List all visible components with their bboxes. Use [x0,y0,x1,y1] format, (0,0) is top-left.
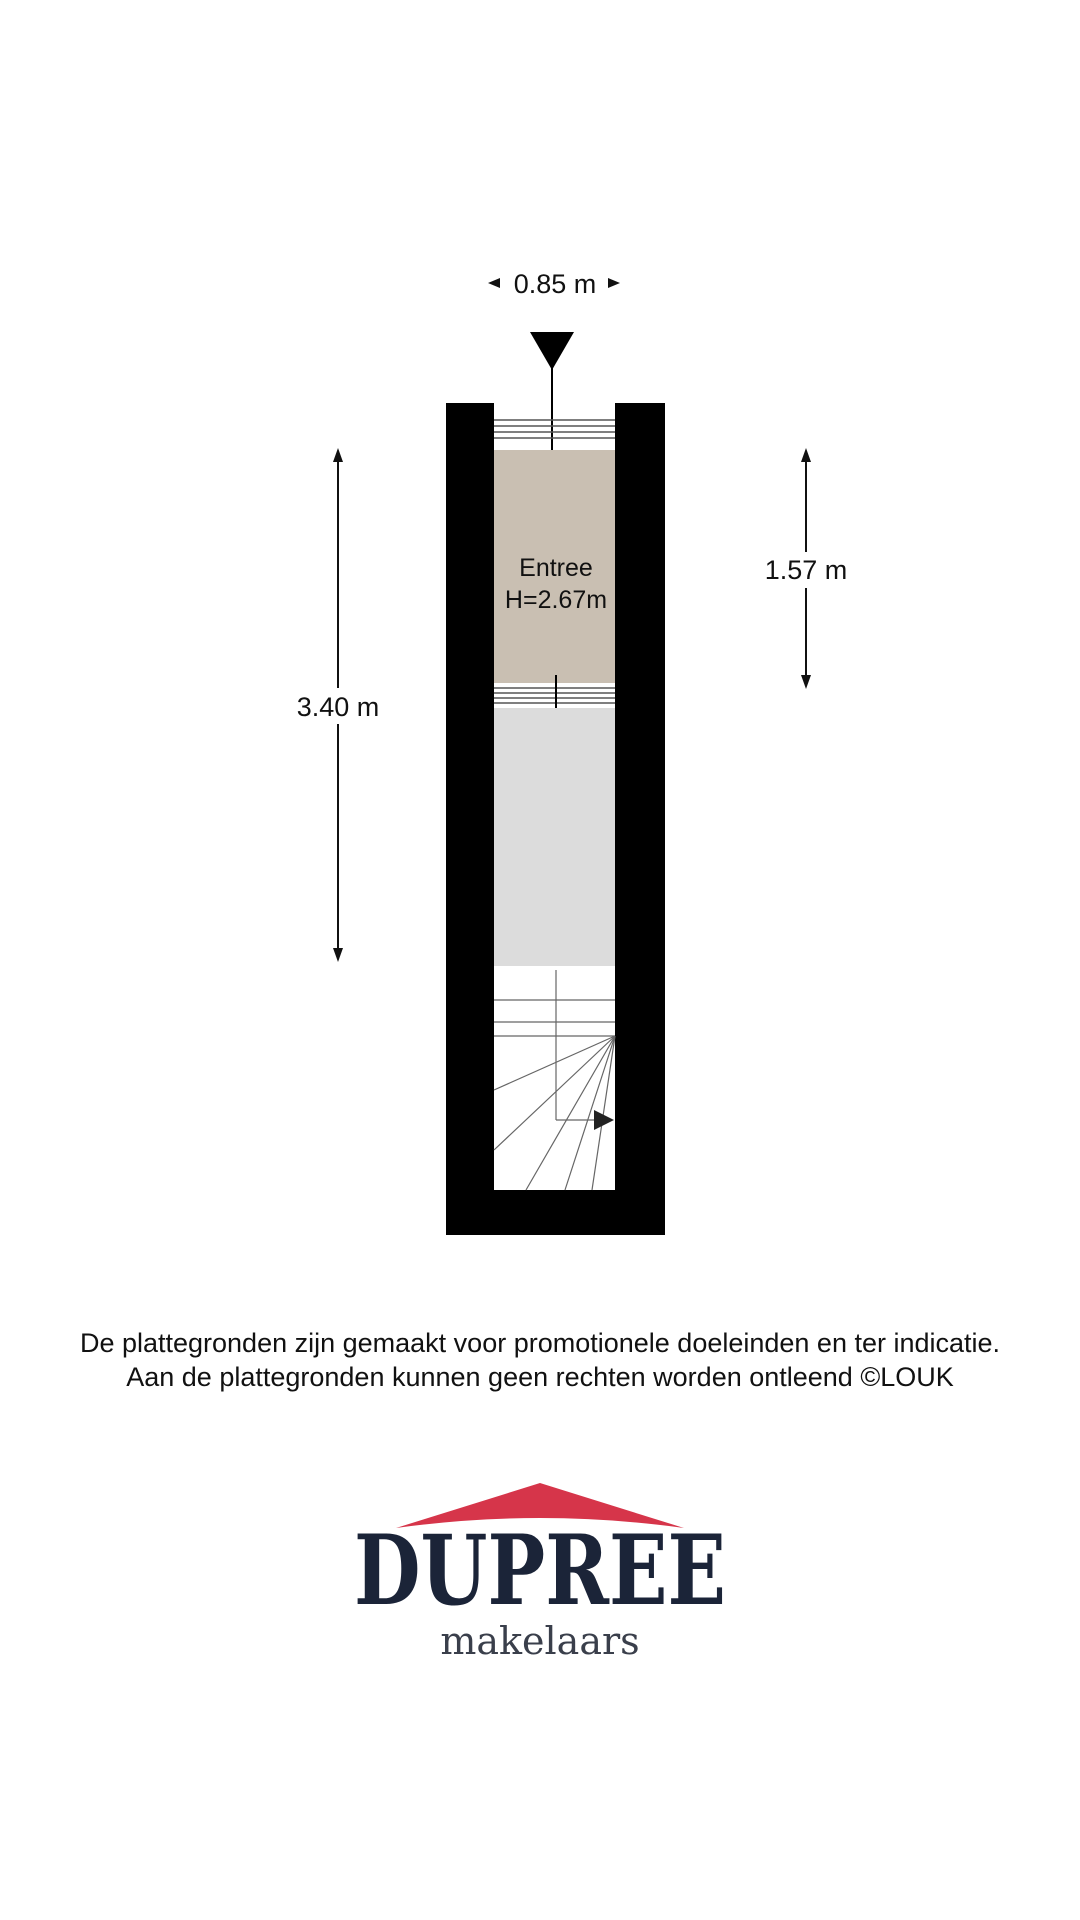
door-threshold-middle [494,688,615,703]
length-dimension-total-label: 3.40 m [296,692,380,722]
length-dimension-room [750,448,862,689]
wall-left [446,403,494,1235]
length-dimension-total [280,448,390,962]
door-threshold-top [494,420,615,438]
logo-subtitle: makelaars [440,1619,640,1663]
staircase [494,970,615,1190]
length-dimension-room-label: 1.57 m [764,555,848,585]
dupree-logo [340,1470,740,1670]
wall-bottom [446,1190,665,1235]
disclaimer-line-1: De plattegronden zijn gemaakt voor promotionele doeleinden en ter indicatie. [79,1328,1001,1358]
room-height: H=2.67m [504,586,608,614]
disclaimer-line-2: Aan de plattegronden kunnen geen rechten worden ontleend ©LOUK [126,1362,954,1392]
arrow-left-icon [488,278,500,288]
arrow-up-icon [801,448,811,462]
room-name: Entree [519,554,593,582]
wall-right [615,403,665,1235]
arrow-up-icon [333,448,343,462]
width-dimension [488,269,620,299]
width-dimension-label: 0.85 m [513,269,597,299]
hall-area [494,708,615,966]
arrow-down-icon [801,675,811,689]
arrow-right-icon [608,278,620,288]
logo-brand: DUPREE [354,1514,726,1627]
arrow-down-icon [333,948,343,962]
